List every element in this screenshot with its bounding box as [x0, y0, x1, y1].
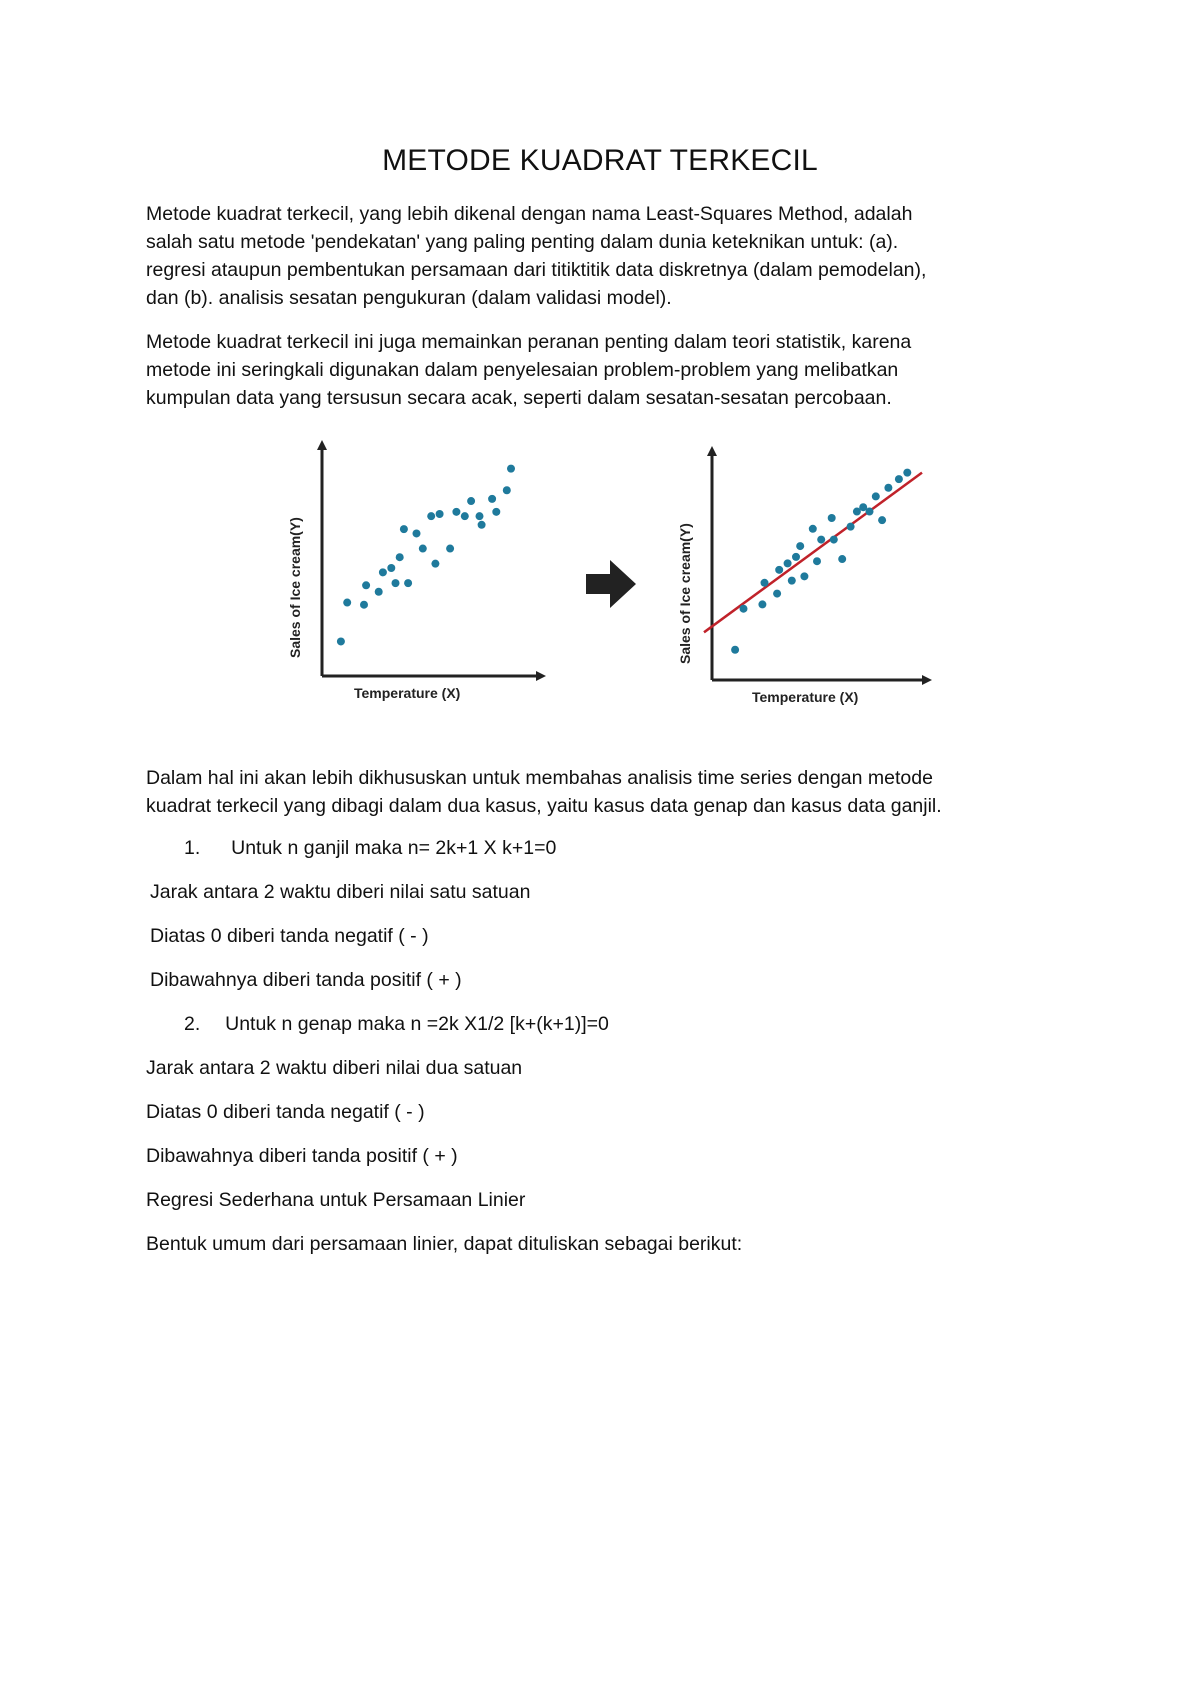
scatter-point [446, 545, 454, 553]
list-item-2 [184, 1010, 609, 1038]
scatter-point [847, 523, 855, 531]
scatter-point [740, 605, 748, 613]
left-chart [287, 440, 546, 701]
scatter-point [431, 560, 439, 568]
scatter-point [343, 599, 351, 607]
scatter-point [775, 566, 783, 574]
scatter-point [895, 475, 903, 483]
list-text: Untuk n ganjil maka n= 2k+1 X k+1=0 [231, 837, 557, 859]
regression-line [704, 473, 922, 633]
scatter-point [400, 525, 408, 533]
scatter-point [360, 601, 368, 609]
left-x-axis-arrowhead [536, 671, 546, 681]
scatter-point [387, 564, 395, 572]
paragraph-line: dan (b). analisis sesatan pengukuran (dalam validasi model). [146, 287, 672, 309]
list-number: 2. [184, 1013, 201, 1035]
scatter-point [467, 497, 475, 505]
left-x-axis-label: Temperature (X) [354, 685, 461, 701]
case1-line: Dibawahnya diberi tanda positif ( + ) [150, 969, 462, 991]
page-title: METODE KUADRAT TERKECIL [382, 144, 818, 177]
scatter-point [830, 536, 838, 544]
scatter-point [866, 508, 874, 516]
scatter-point [392, 579, 400, 587]
scatter-point [396, 553, 404, 561]
left-scatter-points [337, 465, 515, 646]
right-y-axis-label: Sales of Ice cream(Y) [677, 523, 693, 664]
scatter-point [461, 512, 469, 520]
scatter-point [884, 484, 892, 492]
paragraph-line: salah satu metode 'pendekatan' yang paling penting dalam dunia keteknikan untuk: (a). [146, 231, 899, 253]
section-heading: Regresi Sederhana untuk Persamaan Linier [146, 1189, 526, 1211]
scatter-point [800, 572, 808, 580]
scatter-point [436, 510, 444, 518]
scatter-point [792, 553, 800, 561]
regression-figure-svg [268, 440, 948, 720]
scatter-point [809, 525, 817, 533]
scatter-point [362, 581, 370, 589]
scatter-point [758, 600, 766, 608]
scatter-point [731, 646, 739, 654]
list-text: Untuk n genap maka n =2k X1/2 [k+(k+1)]=0 [225, 1013, 609, 1035]
paragraph-intro [146, 200, 1066, 312]
left-y-axis-arrowhead [317, 440, 327, 450]
regression-figure [268, 440, 948, 720]
case2-line: Jarak antara 2 waktu diberi nilai dua satuan [146, 1057, 523, 1079]
scatter-point [478, 521, 486, 529]
scatter-point [507, 465, 515, 473]
paragraph-line: Metode kuadrat terkecil ini juga memainkan peranan penting dalam teori statistik, karena [146, 331, 912, 353]
scatter-point [476, 512, 484, 520]
right-chart [677, 446, 932, 705]
scatter-point [817, 536, 825, 544]
paragraph-statistics [146, 328, 1066, 412]
paragraph-time-series [146, 764, 1066, 820]
paragraph-line: kumpulan data yang tersusun secara acak, seperti dalam sesatan-sesatan percobaan. [146, 387, 892, 409]
scatter-point [452, 508, 460, 516]
scatter-point [784, 559, 792, 567]
scatter-point [838, 555, 846, 563]
scatter-point [872, 492, 880, 500]
right-x-axis-arrowhead [922, 675, 932, 685]
scatter-point [404, 579, 412, 587]
scatter-point [761, 579, 769, 587]
case1-line: Diatas 0 diberi tanda negatif ( - ) [150, 925, 429, 947]
paragraph-line: Dalam hal ini akan lebih dikhususkan untuk membahas analisis time series dengan metode [146, 767, 933, 789]
scatter-point [488, 495, 496, 503]
scatter-point [903, 469, 911, 477]
paragraph-line: kuadrat terkecil yang dibagi dalam dua kasus, yaitu kasus data genap dan kasus data ganjil. [146, 795, 942, 817]
closing-line: Bentuk umum dari persamaan linier, dapat dituliskan sebagai berikut: [146, 1233, 743, 1255]
case2-line: Diatas 0 diberi tanda negatif ( - ) [146, 1101, 425, 1123]
paragraph-line: metode ini seringkali digunakan dalam penyelesaian problem-problem yang melibatkan [146, 359, 899, 381]
scatter-point [773, 590, 781, 598]
paragraph-line: regresi ataupun pembentukan persamaan dari titiktitik data diskretnya (dalam pemodelan), [146, 259, 927, 281]
scatter-point [337, 637, 345, 645]
scatter-point [379, 568, 387, 576]
scatter-point [375, 588, 383, 596]
right-arrow-icon [586, 560, 636, 608]
scatter-point [788, 577, 796, 585]
right-scatter-points [731, 469, 911, 654]
scatter-point [878, 516, 886, 524]
scatter-point [427, 512, 435, 520]
right-x-axis-label: Temperature (X) [752, 689, 859, 705]
list-number: 1. [184, 837, 201, 859]
scatter-point [419, 545, 427, 553]
case1-line: Jarak antara 2 waktu diberi nilai satu satuan [150, 881, 531, 903]
scatter-point [492, 508, 500, 516]
scatter-point [813, 557, 821, 565]
scatter-point [796, 542, 804, 550]
list-item-1 [184, 834, 556, 862]
scatter-point [828, 514, 836, 522]
right-y-axis-arrowhead [707, 446, 717, 456]
case2-line: Dibawahnya diberi tanda positif ( + ) [146, 1145, 458, 1167]
scatter-point [503, 486, 511, 494]
left-y-axis-label: Sales of Ice cream(Y) [287, 517, 303, 658]
paragraph-line: Metode kuadrat terkecil, yang lebih dikenal dengan nama Least-Squares Method, adalah [146, 203, 913, 225]
scatter-point [413, 529, 421, 537]
